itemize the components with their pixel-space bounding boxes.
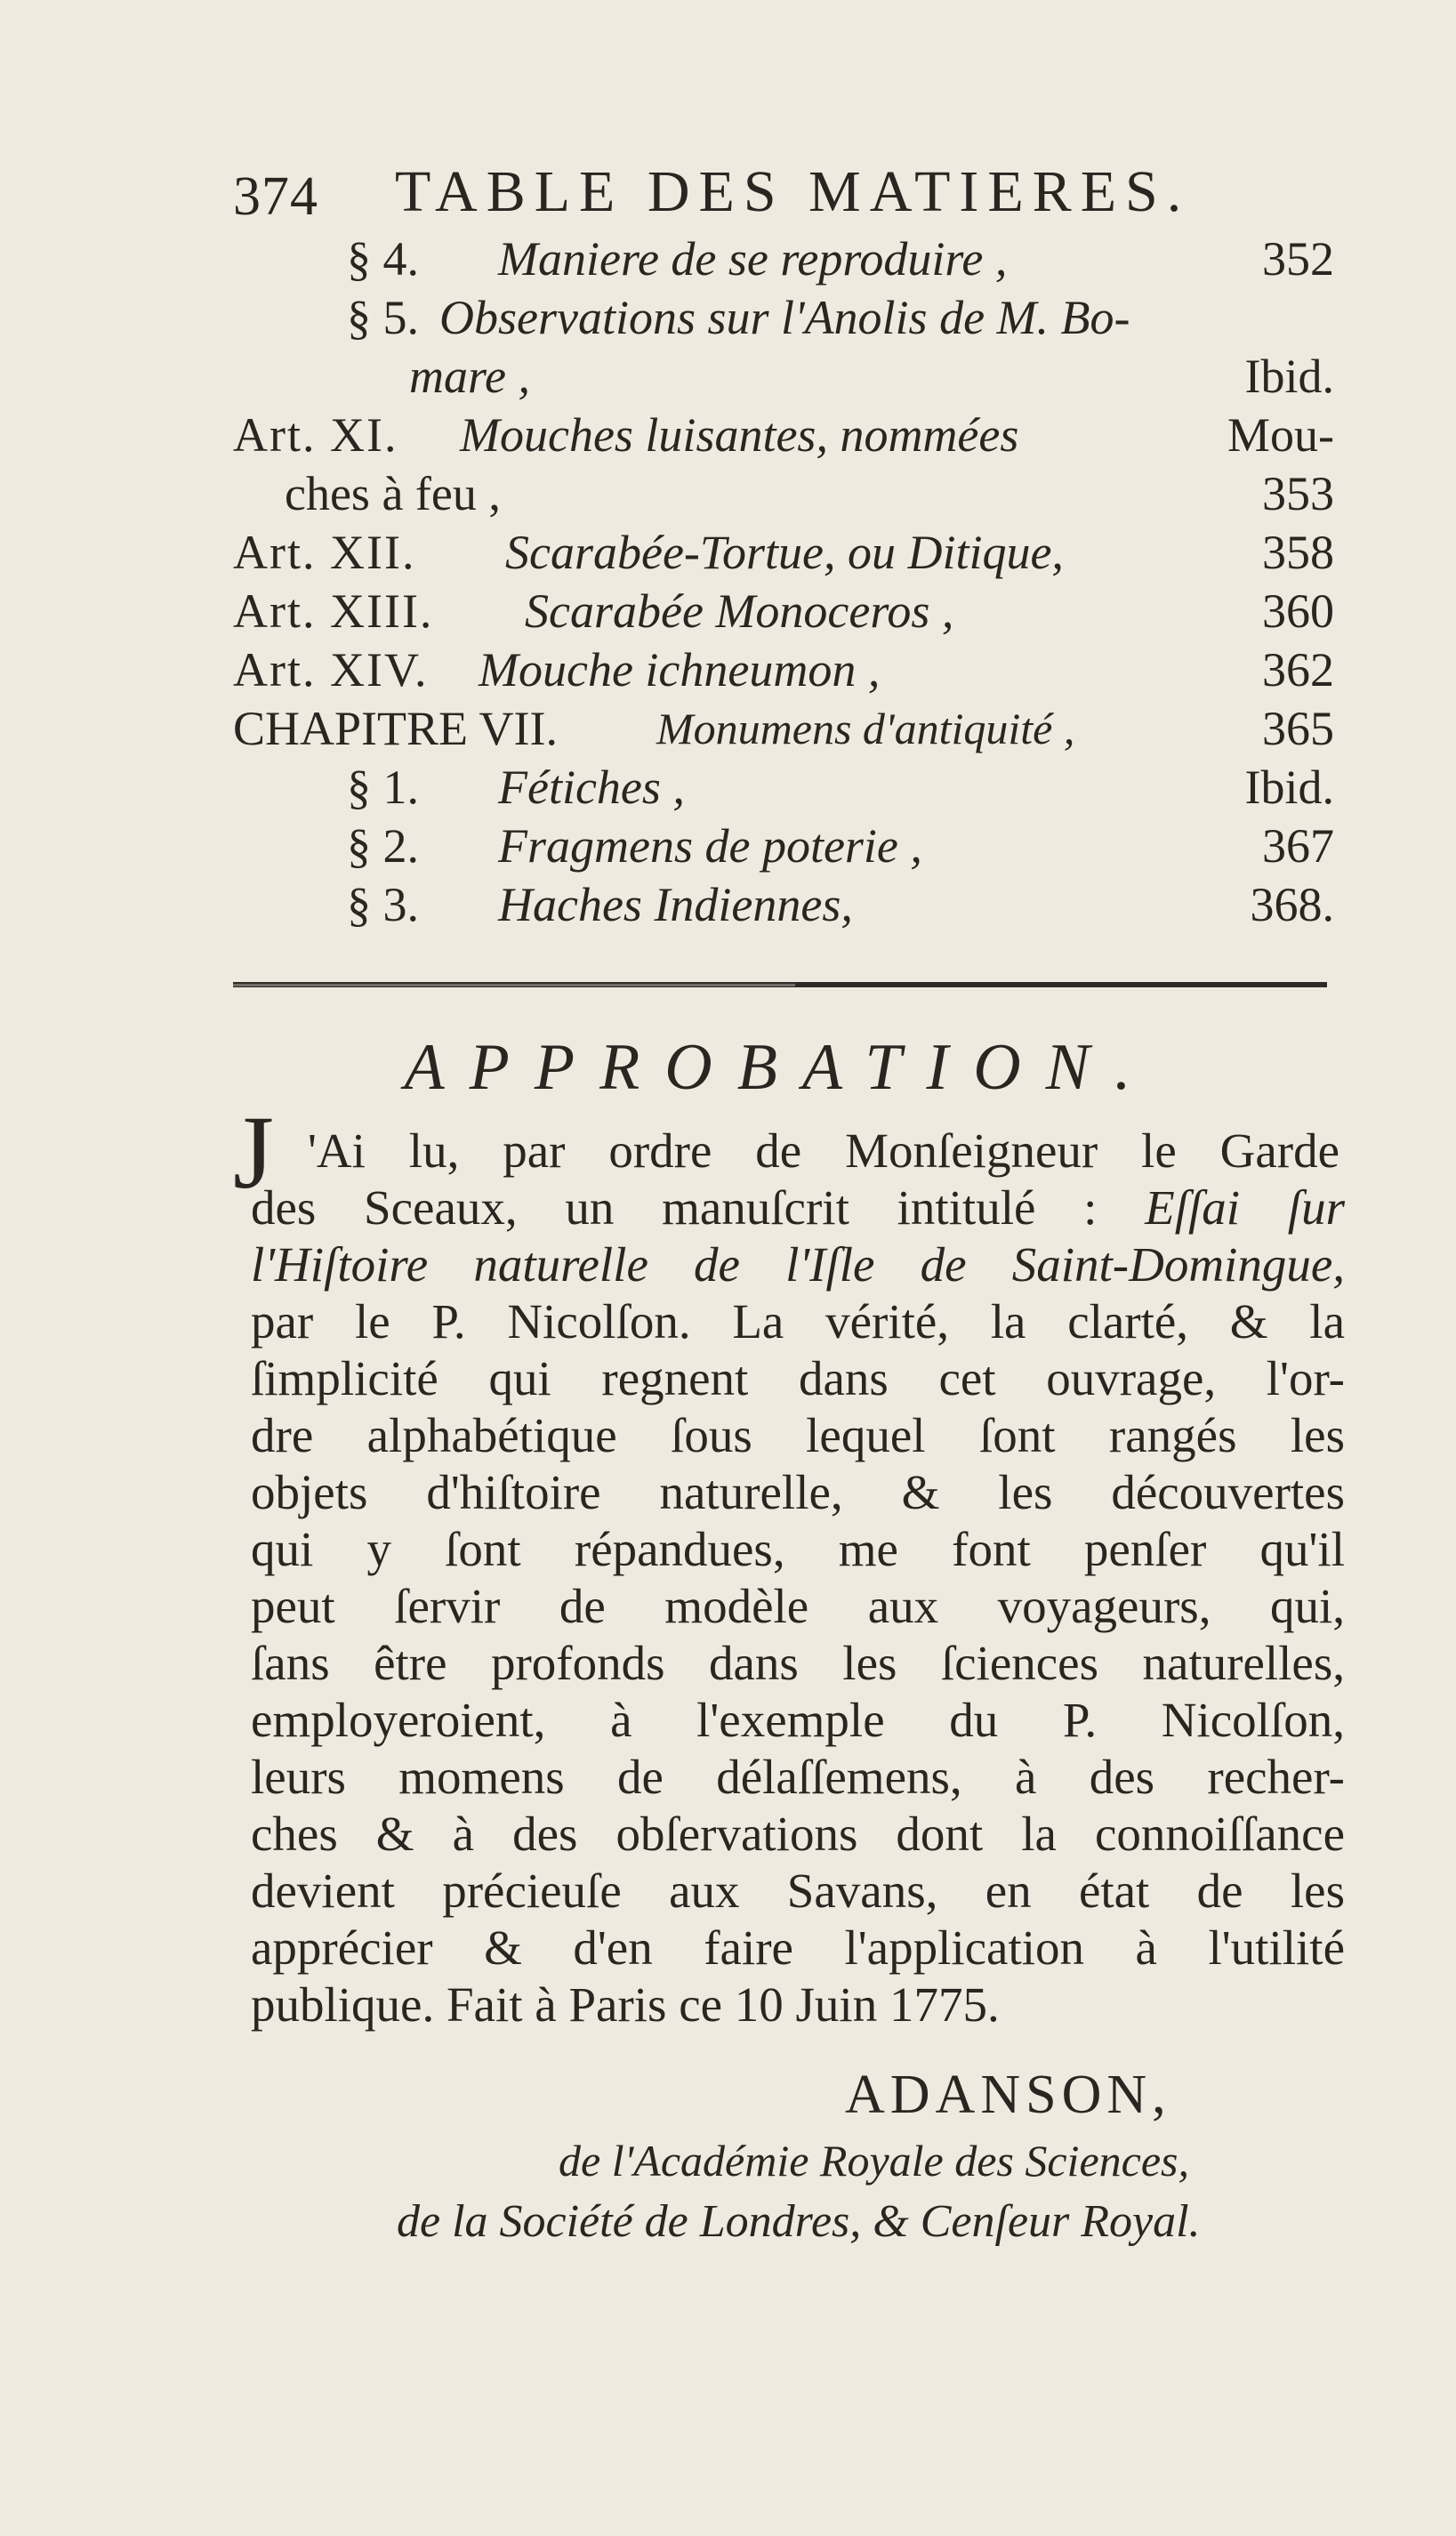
- body-line: par le P. Nicolſon. La vérité, la clarté, & la: [251, 1294, 1345, 1349]
- signer-affiliation: de la Société de Londres, & Cenſeur Royal.: [397, 2196, 1201, 2247]
- toc-page: 352: [1262, 232, 1334, 286]
- toc-title: Fragmens de poterie ,: [498, 819, 922, 873]
- toc-label: § 1.: [347, 761, 419, 814]
- toc-title: Scarabée-Tortue, ou Ditique,: [505, 526, 1064, 579]
- toc-entry: [233, 699, 1334, 758]
- body-line: devient précieuſe aux Savans, en état de les: [251, 1864, 1345, 1918]
- toc-page: Mou-: [1227, 408, 1334, 462]
- toc-title: Maniere de se reproduire ,: [498, 232, 1008, 286]
- toc-label: Art. XI.: [233, 408, 398, 462]
- toc-label: § 3.: [347, 878, 419, 931]
- toc-title: mare ,: [409, 350, 530, 403]
- toc-label: Art. XIV.: [233, 643, 429, 696]
- page-number: 374: [233, 166, 318, 227]
- toc-page: 365: [1262, 702, 1334, 755]
- toc-label: Art. XIII.: [233, 584, 434, 638]
- toc-label: § 5.: [347, 291, 419, 344]
- signer-name: ADANSON,: [845, 2065, 1171, 2125]
- toc-entry: [409, 347, 1334, 406]
- toc-label: CHAPITRE VII.: [233, 702, 559, 755]
- toc-page: 362: [1262, 643, 1334, 696]
- toc-entry: [233, 523, 1334, 582]
- body-line: ſans être profonds dans les ſciences naturelles,: [251, 1636, 1345, 1690]
- toc-entry: [347, 288, 1334, 347]
- drop-cap: J: [233, 1094, 274, 1211]
- body-line: leurs momens de délaſſemens, à des recher-: [251, 1750, 1345, 1804]
- toc-title: Haches Indiennes,: [498, 878, 853, 931]
- toc-page: 360: [1262, 584, 1334, 638]
- toc-entry: [347, 229, 1334, 288]
- body-line: ches & à des obſervations dont la connoiſſance: [251, 1807, 1345, 1861]
- signer-affiliation: de l'Académie Royale des Sciences,: [559, 2136, 1189, 2186]
- running-title: TABLE DES MATIERES.: [395, 159, 1191, 224]
- body-line: employeroient, à l'exemple du P. Nicolſon,: [251, 1693, 1345, 1747]
- toc-page: 368.: [1250, 878, 1334, 931]
- body-line: publique. Fait à Paris ce 10 Juin 1775.: [251, 1977, 1000, 2032]
- toc-entry: [347, 817, 1334, 875]
- toc-entry: [233, 582, 1334, 640]
- toc-label: Art. XII.: [233, 526, 416, 579]
- body-line: dre alphabétique ſous lequel ſont rangés les: [251, 1408, 1345, 1462]
- body-line: 'Ai lu, par ordre de Monſeigneur le Garde: [308, 1123, 1339, 1178]
- toc-entry: [347, 758, 1334, 817]
- toc-page: 358: [1262, 526, 1334, 579]
- toc-entry: [347, 875, 1334, 934]
- toc-entry: [233, 406, 1334, 464]
- body-line: qui y ſont répandues, me font penſer qu'il: [251, 1522, 1345, 1576]
- body-line: objets d'hiſtoire naturelle, & les découvertes: [251, 1465, 1345, 1519]
- toc-page: Ibid.: [1244, 761, 1334, 814]
- body-line: l'Hiſtoire naturelle de l'Iſle de Saint-Domingue,: [251, 1237, 1345, 1292]
- body-line: peut ſervir de modèle aux voyageurs, qui,: [251, 1579, 1345, 1633]
- toc-label: § 4.: [347, 232, 419, 286]
- toc-entry: [233, 640, 1334, 699]
- toc-title: ches à feu ,: [285, 467, 501, 520]
- toc-entry: [285, 464, 1334, 523]
- body-line: apprécier & d'en faire l'application à l'utilité: [251, 1920, 1345, 1975]
- toc-title: Mouche ichneumon ,: [479, 643, 881, 696]
- approbation-heading: APPROBATION.: [404, 1031, 1156, 1104]
- toc-page: 367: [1262, 819, 1334, 873]
- toc-title: Observations sur l'Anolis de M. Bo-: [439, 291, 1130, 344]
- toc-title: Mouches luisantes, nommées: [460, 408, 1019, 462]
- page-header: [233, 158, 1220, 229]
- section-divider-highlight: [233, 984, 795, 986]
- toc-title: Monumens d'antiquité ,: [656, 704, 1075, 753]
- toc-title: Fétiches ,: [498, 761, 685, 814]
- body-line: des Sceaux, un manuſcrit intitulé : Eſſai ſur: [251, 1180, 1345, 1235]
- toc-label: § 2.: [347, 819, 419, 873]
- body-line: ſimplicité qui regnent dans cet ouvrage, l'or-: [251, 1351, 1345, 1405]
- toc-page: Ibid.: [1244, 350, 1334, 403]
- toc-page: 353: [1262, 467, 1334, 520]
- toc-title: Scarabée Monoceros ,: [525, 584, 954, 638]
